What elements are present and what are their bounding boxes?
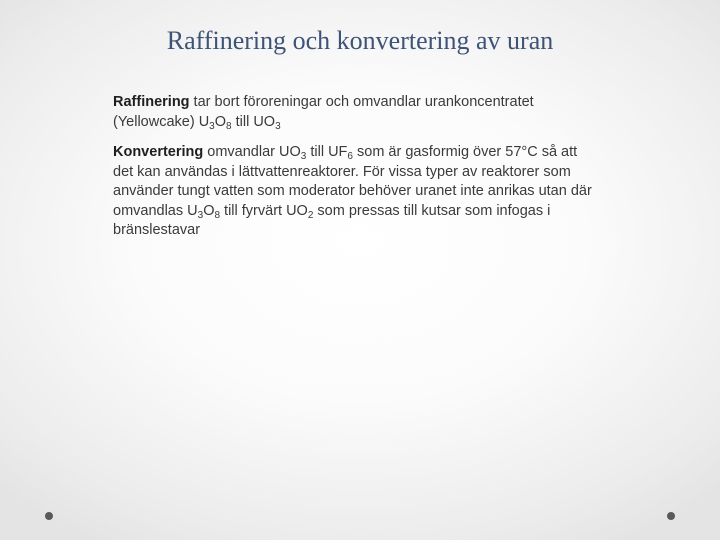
- slide-title: Raffinering och konvertering av uran: [166, 26, 554, 55]
- paragraph-konvertering: [113, 143, 593, 241]
- subscript: 8: [214, 209, 221, 221]
- text-segment: som är gasformig över 57°C så att det kan användas i lättvattenreaktorer. För vissa typer av reaktorer som använder tungt vatten som moderator behöver uranet inte anrikas utan där omvandlas U: [113, 144, 592, 219]
- text-segment: tar bort föroreningar och omvandlar urankoncentratet (Yellowcake) U: [113, 94, 534, 130]
- text-segment: till fyrvärt UO: [220, 202, 308, 219]
- subscript: 6: [347, 151, 353, 162]
- subscript: 3: [197, 209, 204, 221]
- text-segment: O: [214, 113, 227, 130]
- term-konvertering: Konvertering: [113, 144, 204, 160]
- subscript: 3: [275, 120, 281, 132]
- text-segment: omvandlar UO: [203, 144, 301, 160]
- subscript: 8: [226, 120, 232, 132]
- decorative-dot-left: [45, 512, 53, 520]
- text-segment: som pressas till kutsar som infogas i bränslestavar: [113, 202, 551, 238]
- text-segment: till UO: [231, 113, 276, 130]
- subscript: 3: [300, 151, 307, 162]
- term-raffinering: Raffinering: [113, 94, 190, 110]
- subscript: 3: [209, 120, 215, 132]
- subscript: 2: [307, 209, 314, 221]
- paragraph-raffinering: [113, 93, 593, 132]
- slide-body: [113, 93, 593, 252]
- text-segment: till UF: [306, 144, 348, 160]
- decorative-dot-right: [667, 512, 675, 520]
- text-segment: O: [203, 202, 215, 219]
